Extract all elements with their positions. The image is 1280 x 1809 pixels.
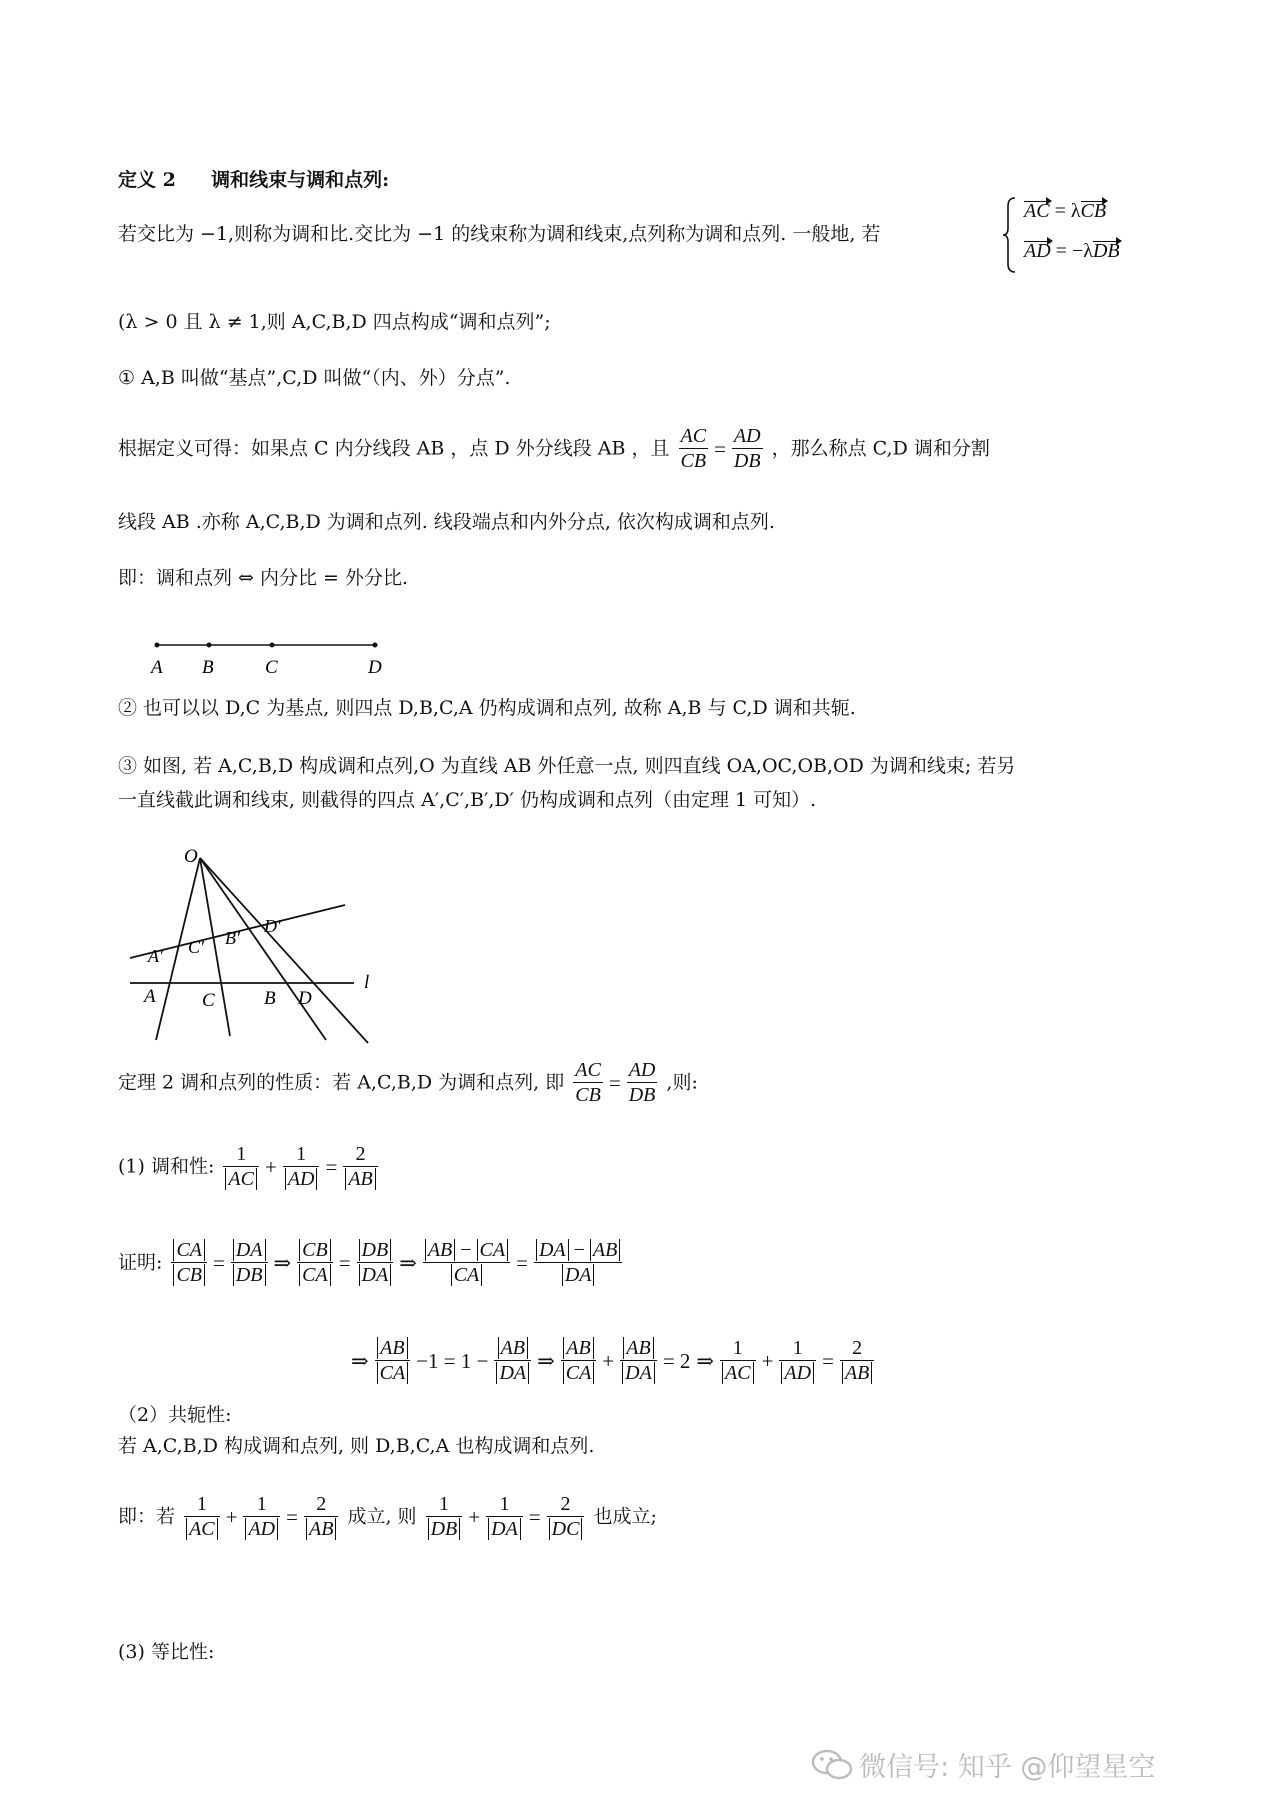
vector-ad: AD — [1024, 240, 1051, 262]
point-c — [270, 643, 275, 648]
harmonic-equivalence-text: 即：调和点列 ⇔ 内分比 = 外分比. — [118, 567, 409, 589]
property-equal-ratio-label: (3) 等比性: — [118, 1641, 215, 1663]
ratio-ad-db-thm: $\frac{AD}{DB}$ — [628, 1059, 656, 1106]
theorem-2: 定理 2 调和点列的性质：若 A,C,B,D 为调和点列, 即 $\frac{AC}{CB}$ = $\frac{AD}{DB}$ ,则: — [118, 1059, 698, 1106]
label-b-prime: B′ — [225, 928, 240, 948]
point-d — [373, 643, 378, 648]
property-conjugate-text: 若 A,C,B,D 构成调和点列, 则 D,B,C,A 也构成调和点列. — [118, 1435, 595, 1457]
left-brace — [1002, 196, 1018, 274]
label-a-prime: A′ — [148, 946, 163, 966]
watermark-text: 微信号: 知乎 @仰望星空 — [859, 1752, 1156, 1783]
label-a2: A — [144, 986, 156, 1007]
collinear-points-figure — [145, 630, 395, 680]
pencil-text-line2: 一直线截此调和线束, 则截得的四点 A′,C′,B′,D′ 仍构成调和点列（由定理 1 可知）. — [118, 789, 817, 811]
property-conjugate-label: （2）共轭性: — [118, 1404, 232, 1426]
vector-db: DB — [1092, 240, 1120, 262]
pencil-text-line1: ③ 如图, 若 A,C,B,D 构成调和点列,O 为直线 AB 外任意一点, 则四直线 OA,OC,OB,OD 为调和线束; 若另 — [118, 755, 1016, 777]
proof-line-1: 证明: $\frac{CA}{CB}$ = $\frac{DA}{DB}$ ⇒ $\frac{CB}{CA}$ = $\frac{DB}{DA}$ ⇒ $\frac{AB - CA}{CA}$ = $\frac{DA - AB}{DA}$ — [118, 1238, 625, 1287]
base-points-text: ① A,B 叫做“基点”,C,D 叫做“（内、外）分点”. — [118, 367, 511, 389]
ratio-ac-cb: $\frac{AC}{CB}$ — [680, 425, 707, 472]
vector-equation-2: AD = −λDB — [1024, 240, 1120, 262]
label-a: A — [151, 657, 163, 678]
label-d-prime: D′ — [264, 916, 281, 936]
harmonic-range-summary-text: 线段 AB .亦称 A,C,B,D 为调和点列. 线段端点和内外分点, 依次构成调和点列. — [118, 511, 775, 533]
lambda-condition-text: (λ > 0 且 λ ≠ 1,则 A,C,B,D 四点构成“调和点列”; — [118, 311, 551, 333]
property-conjugate-equation: 即：若 $\frac{1}{AC}$ + $\frac{1}{AD}$ = $\frac{2}{AB}$ 成立, 则 $\frac{1}{DB}$ + $\frac{1}{DA}$ = $\frac{2}{DC}$ 也成立; — [118, 1493, 657, 1540]
property-harmonic: (1) 调和性: $\frac{1}{AC}$ + $\frac{1}{AD}$ = $\frac{2}{AB}$ — [118, 1142, 381, 1191]
proof-line-2: ⇒ $\frac{AB}{CA}$ −1 = 1 − $\frac{AB}{DA}$ ⇒ $\frac{AB}{CA}$ + $\frac{AB}{DA}$ = 2 ⇒ $\frac{1}{AC}$ + $\frac{1}{AD}$ = $\frac{2}{AB}$ — [348, 1336, 877, 1385]
label-c: C — [265, 657, 278, 678]
watermark — [810, 1745, 1155, 1784]
internal-external-division-text: 根据定义可得：如果点 C 内分线段 AB ，点 D 外分线段 AB ，且 $\frac{AC}{CB}$ = $\frac{AD}{DB}$ ，那么称点 C,D 调和分割 — [118, 425, 990, 472]
conjugate-text: ② 也可以以 D,C 为基点, 则四点 D,B,C,A 仍构成调和点列, 故称 A,B 与 C,D 调和共轭. — [118, 697, 856, 719]
harmonic-pencil-figure — [118, 840, 408, 1050]
label-c-prime: C′ — [188, 937, 204, 957]
vector-cb: CB — [1080, 200, 1107, 222]
label-l: l — [364, 972, 370, 993]
definition-label: 定义 2 — [118, 169, 176, 191]
ray-ob — [200, 858, 326, 1040]
label-o: O — [184, 846, 198, 867]
label-d2: D — [298, 988, 312, 1009]
definition-title: 调和线束与调和点列: — [211, 169, 390, 191]
label-b2: B — [264, 988, 276, 1009]
vector-equation-1: AC = λCB — [1024, 200, 1107, 222]
wechat-icon — [810, 1747, 854, 1783]
label-d: D — [368, 657, 382, 678]
ray-od — [200, 858, 368, 1043]
ratio-ac-cb-thm: $\frac{AC}{CB}$ — [575, 1059, 601, 1106]
label-b: B — [202, 657, 214, 678]
definition-heading — [118, 168, 389, 192]
point-a — [155, 643, 160, 648]
harmonic-definition-text: 若交比为 −1,则称为调和比.交比为 −1 的线束称为调和线束,点列称为调和点列. 一般地, 若 — [118, 223, 881, 245]
point-b — [207, 643, 212, 648]
label-c2: C — [202, 990, 215, 1011]
ratio-ad-db: $\frac{AD}{DB}$ — [733, 425, 761, 472]
vector-ac: AC — [1024, 200, 1050, 222]
